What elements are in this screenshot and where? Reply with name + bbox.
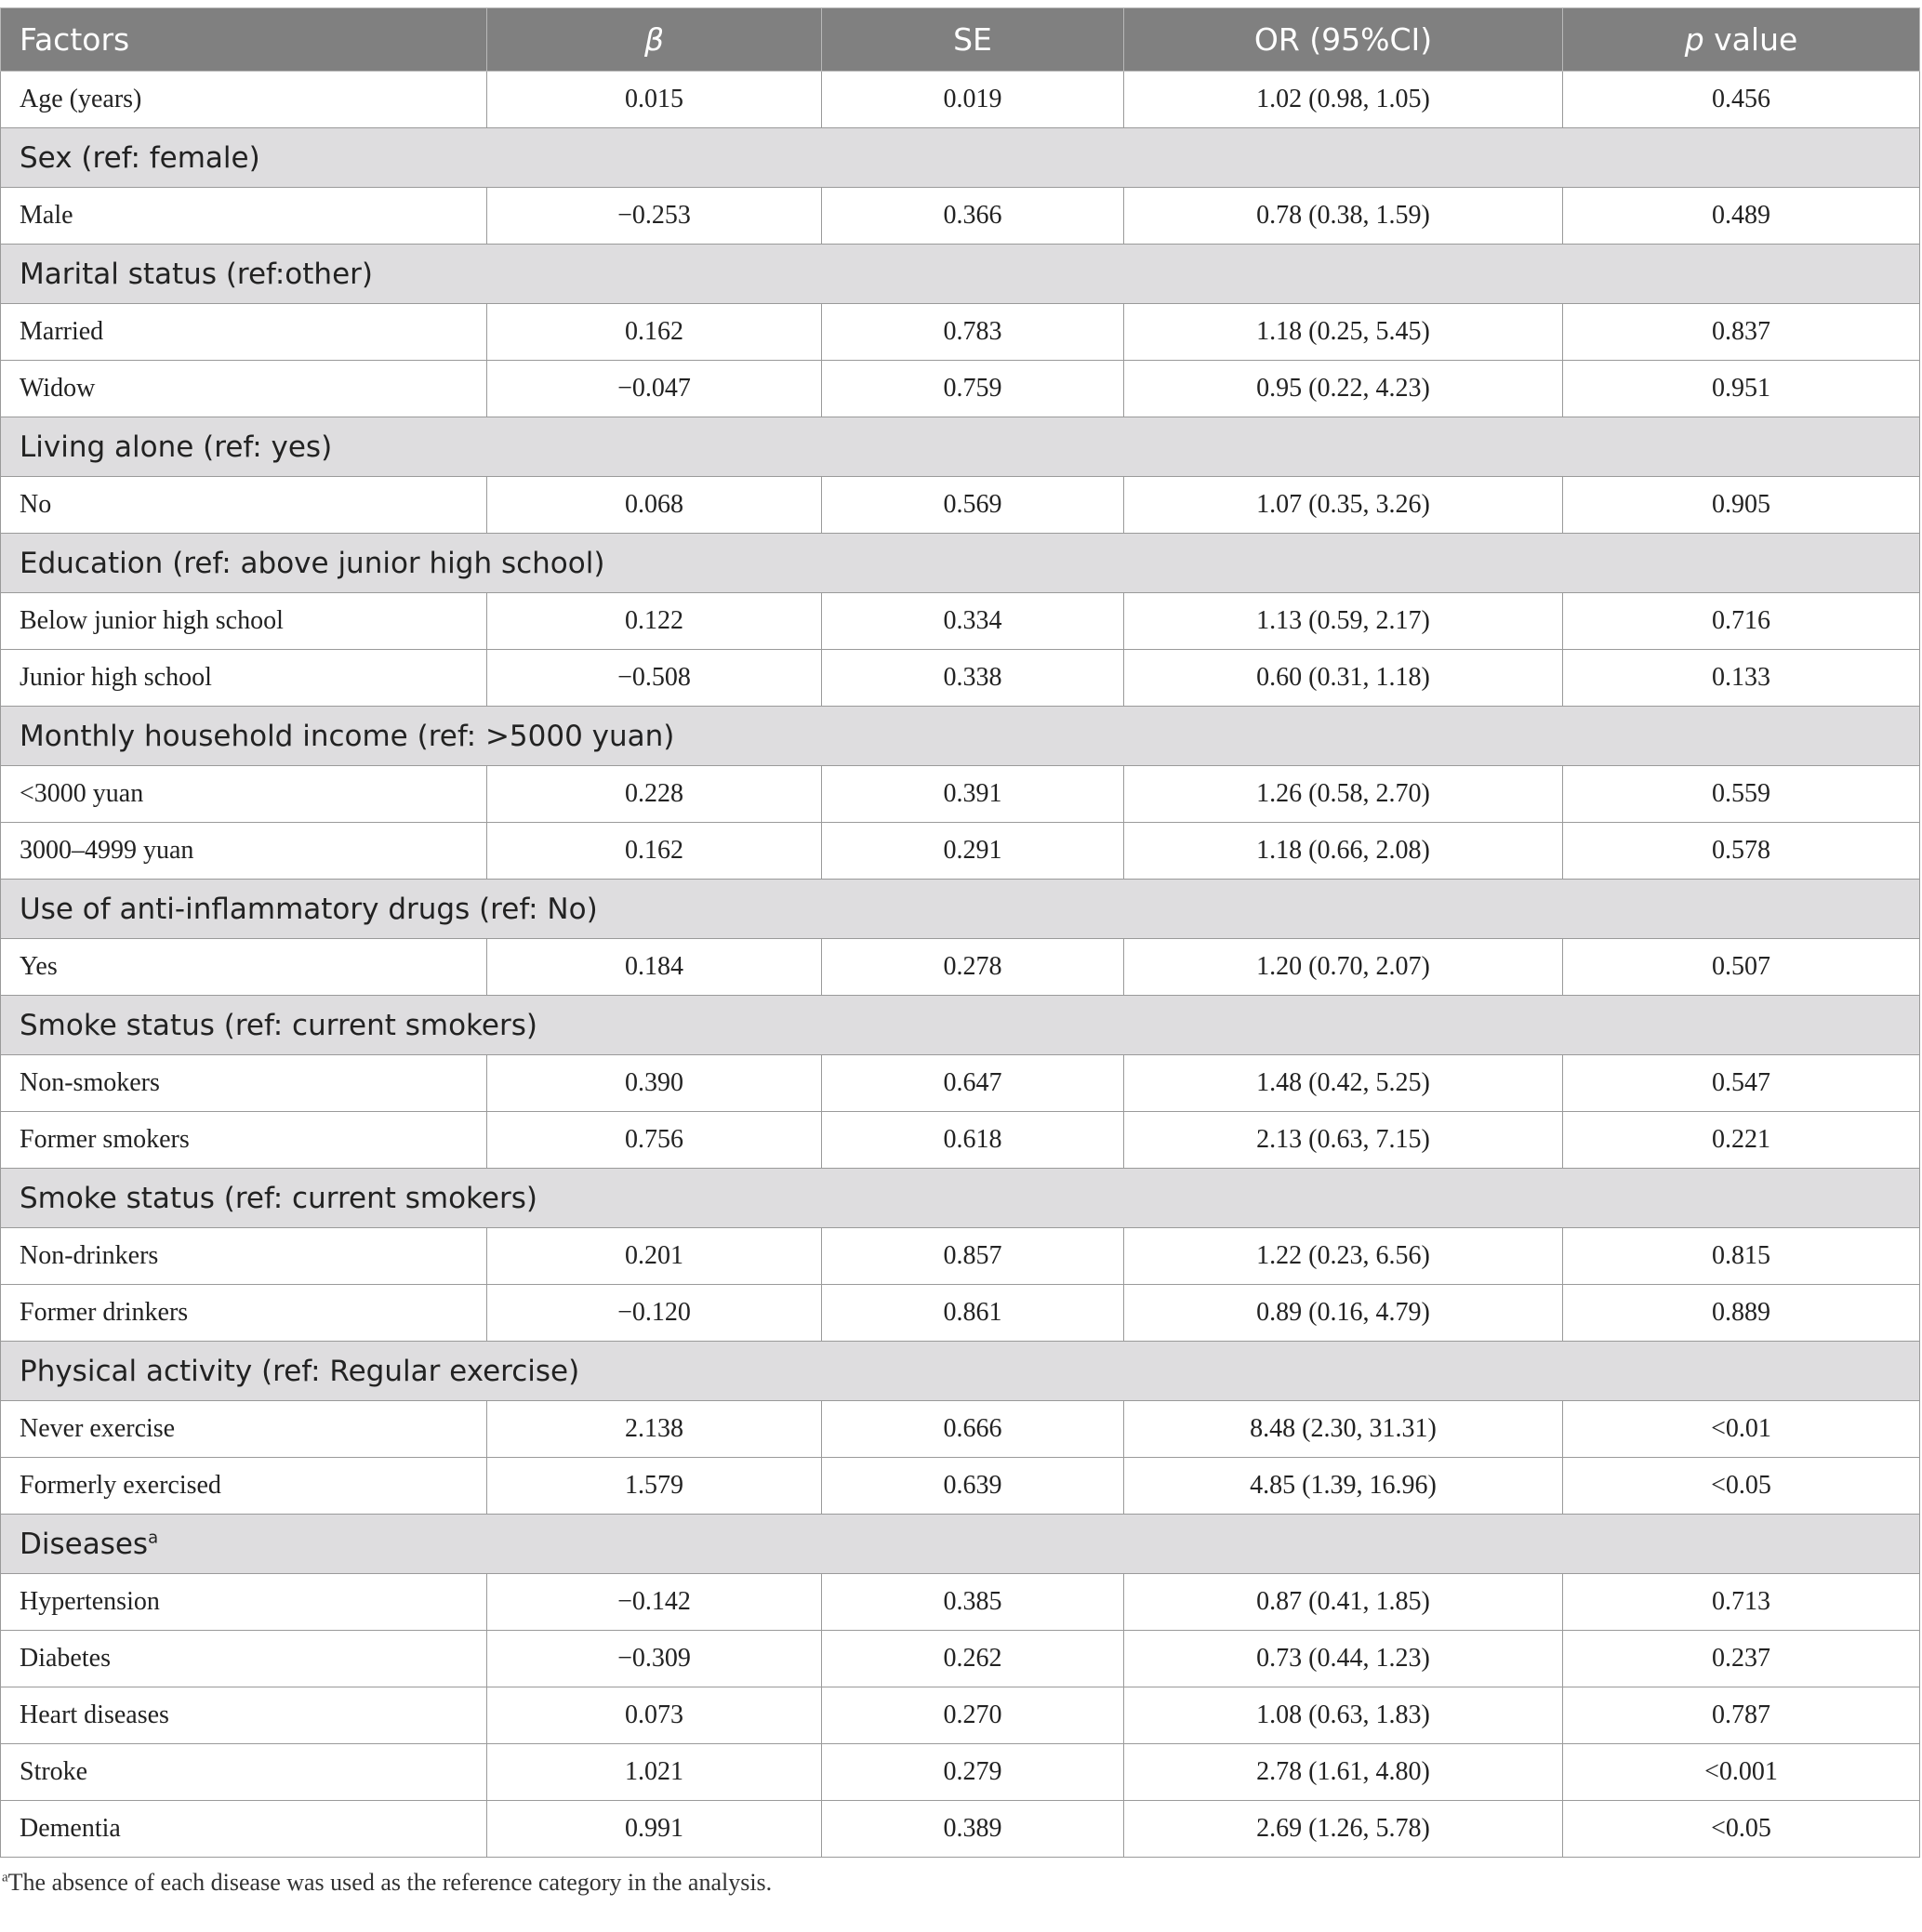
cell-or-ci: 1.08 (0.63, 1.83) — [1124, 1687, 1563, 1744]
cell-se: 0.783 — [822, 304, 1124, 361]
cell-beta: 1.021 — [487, 1744, 822, 1801]
cell-beta: 0.390 — [487, 1055, 822, 1112]
cell-beta: −0.508 — [487, 650, 822, 707]
cell-or-ci: 1.02 (0.98, 1.05) — [1124, 72, 1563, 128]
group-header-row — [1, 707, 1920, 766]
group-header-row — [1, 1169, 1920, 1228]
cell-factor: Diabetes — [1, 1631, 487, 1687]
cell-factor: Former smokers — [1, 1112, 487, 1169]
group-label-text: Physical activity (ref: Regular exercise) — [20, 1354, 580, 1388]
table-row — [1, 72, 1920, 128]
group-label — [1, 996, 1920, 1055]
group-header-row — [1, 1342, 1920, 1401]
cell-p-value: 0.559 — [1563, 766, 1920, 823]
group-label-text: Sex (ref: female) — [20, 140, 260, 175]
group-label — [1, 707, 1920, 766]
cell-beta: 0.068 — [487, 477, 822, 534]
table-row — [1, 304, 1920, 361]
group-label-text: Diseases — [20, 1527, 149, 1561]
cell-factor: Junior high school — [1, 650, 487, 707]
cell-p-value: 0.716 — [1563, 593, 1920, 650]
table-row — [1, 1631, 1920, 1687]
table-row — [1, 1112, 1920, 1169]
cell-p-value: <0.05 — [1563, 1801, 1920, 1858]
footnote-text: The absence of each disease was used as the reference category in the analysis. — [7, 1869, 773, 1896]
cell-factor: No — [1, 477, 487, 534]
cell-factor: Non-smokers — [1, 1055, 487, 1112]
cell-beta: 0.015 — [487, 72, 822, 128]
header-beta-symbol: β — [643, 21, 665, 58]
group-label — [1, 417, 1920, 477]
group-header-row — [1, 880, 1920, 939]
group-label — [1, 1515, 1920, 1574]
group-label-text: Monthly household income (ref: >5000 yuan) — [20, 719, 675, 753]
table-row — [1, 939, 1920, 996]
cell-factor: Male — [1, 188, 487, 245]
cell-factor: Stroke — [1, 1744, 487, 1801]
cell-factor: Former drinkers — [1, 1285, 487, 1342]
table-footnote — [0, 1869, 1919, 1897]
group-label — [1, 245, 1920, 304]
cell-p-value: 0.237 — [1563, 1631, 1920, 1687]
cell-or-ci: 0.60 (0.31, 1.18) — [1124, 650, 1563, 707]
header-se: SE — [822, 8, 1124, 72]
cell-or-ci: 1.20 (0.70, 2.07) — [1124, 939, 1563, 996]
cell-beta: 0.201 — [487, 1228, 822, 1285]
cell-factor: 3000–4999 yuan — [1, 823, 487, 880]
cell-or-ci: 4.85 (1.39, 16.96) — [1124, 1458, 1563, 1515]
cell-p-value: 0.815 — [1563, 1228, 1920, 1285]
cell-se: 0.385 — [822, 1574, 1124, 1631]
cell-factor: Married — [1, 304, 487, 361]
cell-se: 0.666 — [822, 1401, 1124, 1458]
cell-or-ci: 1.18 (0.25, 5.45) — [1124, 304, 1563, 361]
table-row — [1, 650, 1920, 707]
table-row — [1, 1401, 1920, 1458]
cell-or-ci: 1.22 (0.23, 6.56) — [1124, 1228, 1563, 1285]
regression-table-container — [0, 7, 1919, 1897]
header-beta — [487, 8, 822, 72]
cell-se: 0.366 — [822, 188, 1124, 245]
cell-beta: 0.991 — [487, 1801, 822, 1858]
cell-or-ci: 0.87 (0.41, 1.85) — [1124, 1574, 1563, 1631]
header-factors: Factors — [1, 8, 487, 72]
group-header-row — [1, 245, 1920, 304]
group-header-row — [1, 417, 1920, 477]
cell-p-value: 0.837 — [1563, 304, 1920, 361]
cell-or-ci: 1.18 (0.66, 2.08) — [1124, 823, 1563, 880]
cell-se: 0.019 — [822, 72, 1124, 128]
cell-se: 0.569 — [822, 477, 1124, 534]
table-row — [1, 361, 1920, 417]
cell-p-value: 0.221 — [1563, 1112, 1920, 1169]
cell-beta: 0.073 — [487, 1687, 822, 1744]
cell-or-ci: 8.48 (2.30, 31.31) — [1124, 1401, 1563, 1458]
cell-or-ci: 0.78 (0.38, 1.59) — [1124, 188, 1563, 245]
cell-beta: −0.120 — [487, 1285, 822, 1342]
group-label — [1, 534, 1920, 593]
cell-or-ci: 2.78 (1.61, 4.80) — [1124, 1744, 1563, 1801]
cell-se: 0.334 — [822, 593, 1124, 650]
cell-or-ci: 0.73 (0.44, 1.23) — [1124, 1631, 1563, 1687]
cell-factor: Formerly exercised — [1, 1458, 487, 1515]
cell-beta: 0.756 — [487, 1112, 822, 1169]
cell-or-ci: 0.89 (0.16, 4.79) — [1124, 1285, 1563, 1342]
cell-beta: −0.142 — [487, 1574, 822, 1631]
cell-p-value: 0.547 — [1563, 1055, 1920, 1112]
cell-se: 0.639 — [822, 1458, 1124, 1515]
cell-beta: 0.228 — [487, 766, 822, 823]
cell-or-ci: 2.13 (0.63, 7.15) — [1124, 1112, 1563, 1169]
table-body — [1, 72, 1920, 1858]
cell-factor: Below junior high school — [1, 593, 487, 650]
cell-se: 0.389 — [822, 1801, 1124, 1858]
table-row — [1, 477, 1920, 534]
table-row — [1, 1574, 1920, 1631]
cell-p-value: 0.578 — [1563, 823, 1920, 880]
table-row — [1, 1744, 1920, 1801]
cell-se: 0.618 — [822, 1112, 1124, 1169]
group-label — [1, 1342, 1920, 1401]
cell-beta: 0.122 — [487, 593, 822, 650]
cell-factor: <3000 yuan — [1, 766, 487, 823]
group-header-row — [1, 1515, 1920, 1574]
cell-se: 0.279 — [822, 1744, 1124, 1801]
header-p-value — [1563, 8, 1920, 72]
group-label-text: Use of anti-inflammatory drugs (ref: No) — [20, 892, 598, 926]
group-header-row — [1, 128, 1920, 188]
table-row — [1, 823, 1920, 880]
regression-table — [0, 7, 1920, 1858]
group-label — [1, 880, 1920, 939]
cell-p-value: 0.489 — [1563, 188, 1920, 245]
cell-p-value: 0.133 — [1563, 650, 1920, 707]
cell-or-ci: 1.26 (0.58, 2.70) — [1124, 766, 1563, 823]
group-label-text: Living alone (ref: yes) — [20, 430, 333, 464]
cell-factor: Hypertension — [1, 1574, 487, 1631]
cell-factor: Yes — [1, 939, 487, 996]
cell-factor: Dementia — [1, 1801, 487, 1858]
cell-factor: Age (years) — [1, 72, 487, 128]
cell-beta: 0.162 — [487, 304, 822, 361]
cell-beta: 0.184 — [487, 939, 822, 996]
table-row — [1, 1801, 1920, 1858]
cell-or-ci: 0.95 (0.22, 4.23) — [1124, 361, 1563, 417]
cell-p-value: 0.787 — [1563, 1687, 1920, 1744]
cell-se: 0.262 — [822, 1631, 1124, 1687]
table-row — [1, 188, 1920, 245]
cell-se: 0.759 — [822, 361, 1124, 417]
cell-se: 0.391 — [822, 766, 1124, 823]
cell-beta: 1.579 — [487, 1458, 822, 1515]
cell-beta: −0.047 — [487, 361, 822, 417]
cell-beta: −0.253 — [487, 188, 822, 245]
cell-se: 0.861 — [822, 1285, 1124, 1342]
cell-or-ci: 1.13 (0.59, 2.17) — [1124, 593, 1563, 650]
group-label — [1, 1169, 1920, 1228]
cell-beta: −0.309 — [487, 1631, 822, 1687]
footnote-marker: a — [2, 1870, 8, 1886]
table-row — [1, 1228, 1920, 1285]
cell-p-value: 0.905 — [1563, 477, 1920, 534]
cell-p-value: <0.01 — [1563, 1401, 1920, 1458]
cell-p-value: 0.889 — [1563, 1285, 1920, 1342]
cell-factor: Widow — [1, 361, 487, 417]
group-header-row — [1, 534, 1920, 593]
group-label-text: Smoke status (ref: current smokers) — [20, 1008, 537, 1042]
header-p-rest: value — [1703, 21, 1798, 58]
cell-p-value: 0.507 — [1563, 939, 1920, 996]
table-header-row — [1, 8, 1920, 72]
table-row — [1, 593, 1920, 650]
cell-se: 0.270 — [822, 1687, 1124, 1744]
cell-se: 0.647 — [822, 1055, 1124, 1112]
cell-factor: Heart diseases — [1, 1687, 487, 1744]
header-p-italic: p — [1684, 21, 1704, 58]
group-label-text: Smoke status (ref: current smokers) — [20, 1181, 537, 1215]
table-row — [1, 1285, 1920, 1342]
cell-or-ci: 1.48 (0.42, 5.25) — [1124, 1055, 1563, 1112]
cell-se: 0.338 — [822, 650, 1124, 707]
cell-se: 0.291 — [822, 823, 1124, 880]
cell-se: 0.278 — [822, 939, 1124, 996]
cell-p-value: 0.713 — [1563, 1574, 1920, 1631]
cell-factor: Non-drinkers — [1, 1228, 487, 1285]
table-row — [1, 1687, 1920, 1744]
cell-p-value: 0.456 — [1563, 72, 1920, 128]
cell-or-ci: 1.07 (0.35, 3.26) — [1124, 477, 1563, 534]
table-row — [1, 766, 1920, 823]
cell-p-value: <0.001 — [1563, 1744, 1920, 1801]
cell-beta: 2.138 — [487, 1401, 822, 1458]
cell-factor: Never exercise — [1, 1401, 487, 1458]
group-label-superscript: a — [148, 1528, 159, 1548]
table-row — [1, 1458, 1920, 1515]
table-row — [1, 1055, 1920, 1112]
cell-beta: 0.162 — [487, 823, 822, 880]
header-or: OR (95%CI) — [1124, 8, 1563, 72]
cell-or-ci: 2.69 (1.26, 5.78) — [1124, 1801, 1563, 1858]
group-label-text: Marital status (ref:other) — [20, 257, 373, 291]
cell-p-value: 0.951 — [1563, 361, 1920, 417]
group-label — [1, 128, 1920, 188]
cell-p-value: <0.05 — [1563, 1458, 1920, 1515]
group-label-text: Education (ref: above junior high school) — [20, 546, 605, 580]
group-header-row — [1, 996, 1920, 1055]
cell-se: 0.857 — [822, 1228, 1124, 1285]
